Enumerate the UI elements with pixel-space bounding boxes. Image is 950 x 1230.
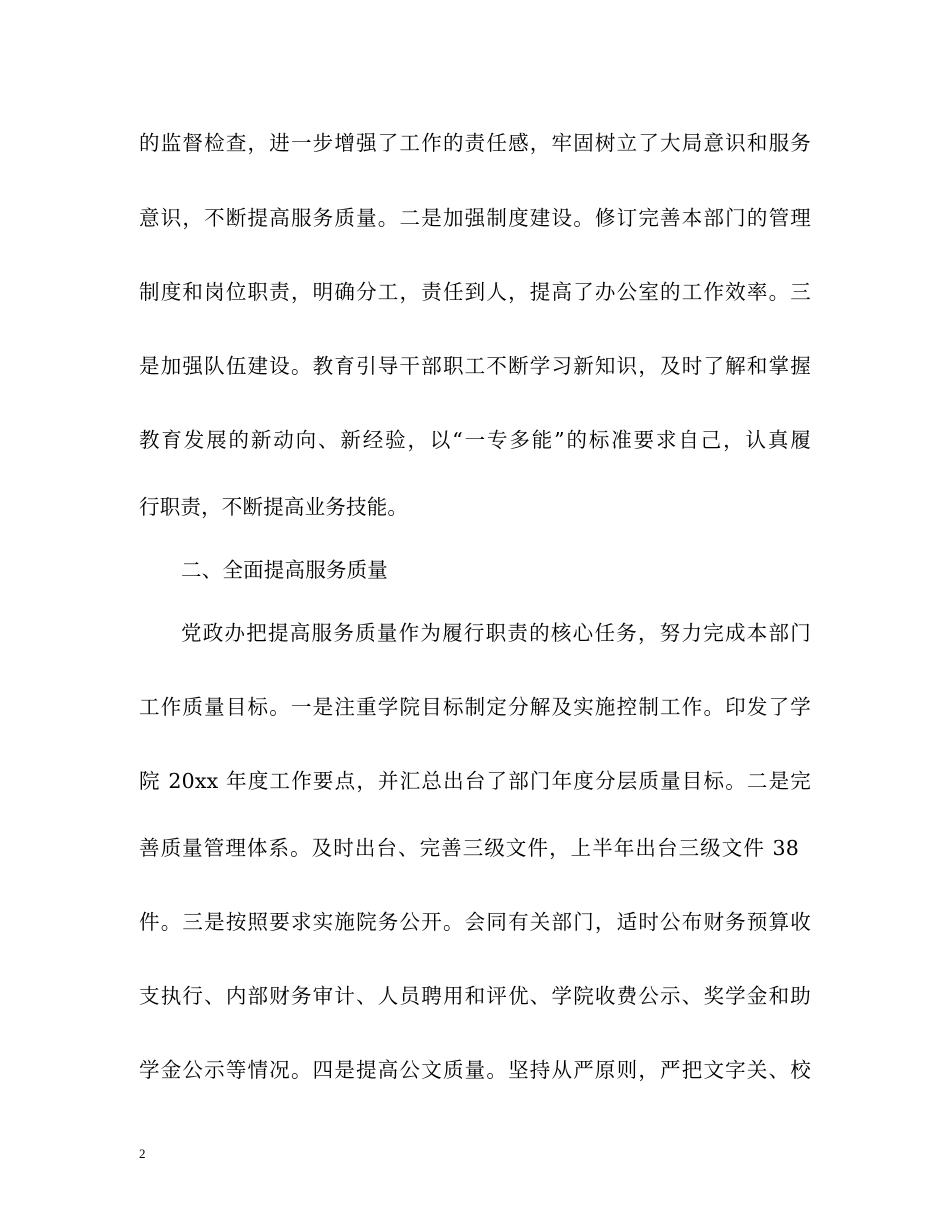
body-text-line: 件。三是按照要求实施院务公开。会同有关部门，适时公布财务预算收 <box>139 910 811 934</box>
body-text-line: 是加强队伍建设。教育引导干部职工不断学习新知识，及时了解和掌握 <box>139 354 811 378</box>
body-text-line: 意识，不断提高服务质量。二是加强制度建设。修订完善本部门的管理 <box>139 206 811 230</box>
body-text-line: 行职责，不断提高业务技能。 <box>139 495 409 519</box>
body-text-line: 党政办把提高服务质量作为履行职责的核心任务，努力完成本部门 <box>181 621 811 645</box>
body-text-line: 工作质量目标。一是注重学院目标制定分解及实施控制工作。印发了学 <box>139 695 811 719</box>
section-heading: 二、全面提高服务质量 <box>181 558 388 582</box>
body-text-line: 学金公示等情况。四是提高公文质量。坚持从严原则，严把文字关、校 <box>139 1058 811 1082</box>
body-text-line: 院 20xx 年度工作要点，并汇总出台了部门年度分层质量目标。二是完 <box>139 769 811 793</box>
body-text-line: 教育发展的新动向、新经验，以“一专多能”的标准要求自己，认真履 <box>139 428 811 452</box>
body-text-line: 善质量管理体系。及时出台、完善三级文件，上半年出台三级文件 38 <box>139 836 799 860</box>
body-text-line: 制度和岗位职责，明确分工，责任到人，提高了办公室的工作效率。三 <box>139 280 811 304</box>
body-text-line: 支执行、内部财务审计、人员聘用和评优、学院收费公示、奖学金和助 <box>139 984 811 1008</box>
page-number: 2 <box>139 1146 146 1161</box>
body-text-line: 的监督检查，进一步增强了工作的责任感，牢固树立了大局意识和服务 <box>139 131 811 155</box>
